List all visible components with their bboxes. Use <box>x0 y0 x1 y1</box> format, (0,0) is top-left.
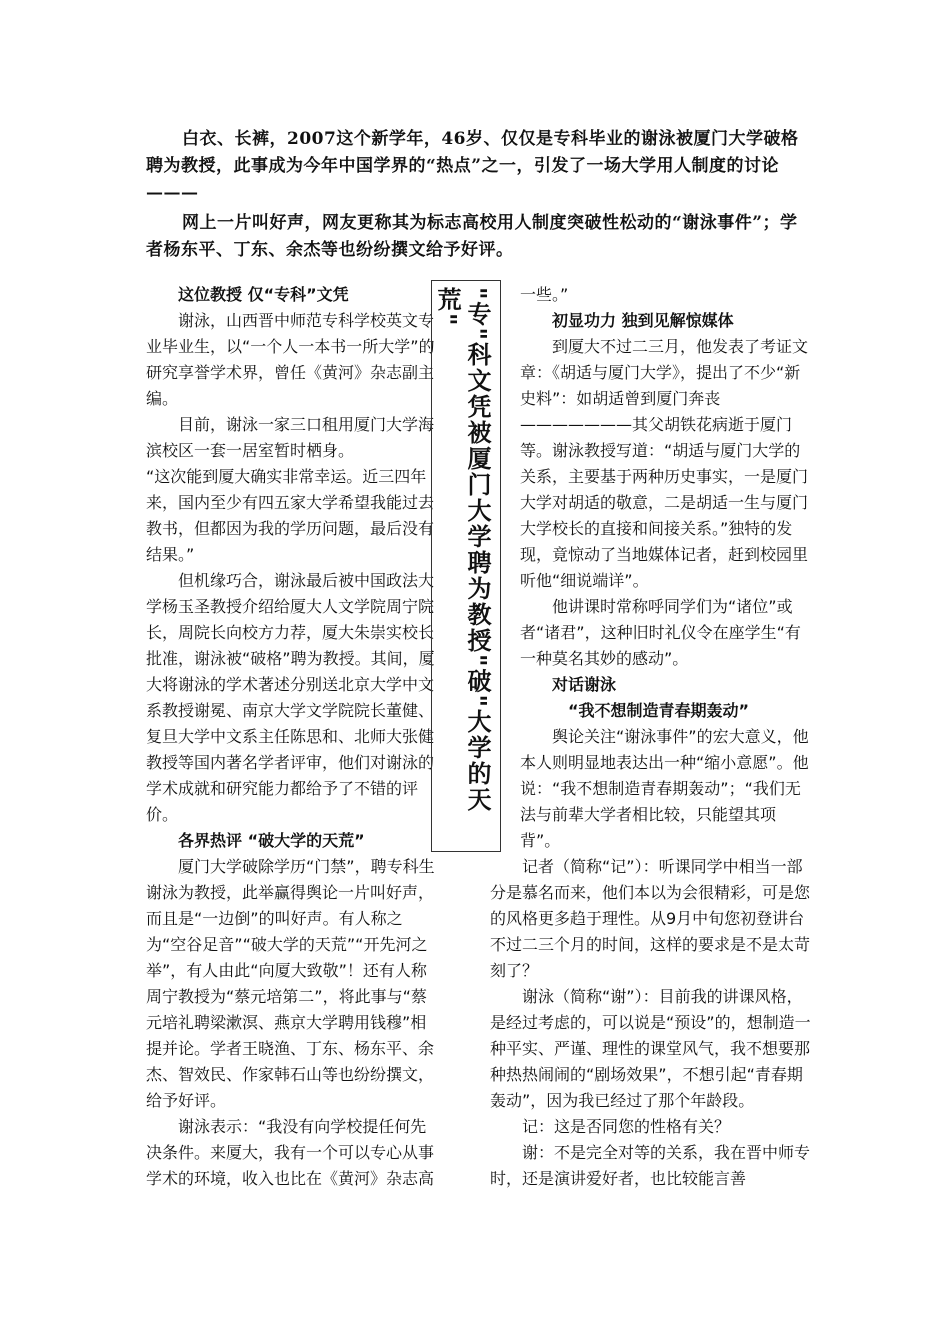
interview-question-2: 记：这是否同您的性格有关？ <box>522 1117 731 1136</box>
interview-question-1: 记者（简称“记”）：听课同学中相当一部分是慕名而来，他们本以为会很精彩，可是您的风格更多趋于理性。从9月中旬您初登讲台不过二三个月的时间，这样的要求是不是太苛刻了？ <box>490 857 811 980</box>
sidebar-title: "专"科文凭被厦门大学聘为教授"破"大学的天荒" <box>433 287 492 814</box>
right-heading-2: 对话谢泳 <box>552 675 617 694</box>
right-paragraph-2: 他讲课时常称呼同学们为“诸位”或者“诸君”，这种旧时礼仪令在座学生“有一种莫名其妙的感动”。 <box>520 597 801 668</box>
intro-section <box>146 126 814 264</box>
left-heading-2: 各界热评 “破大学的天荒” <box>178 831 365 850</box>
interview-dialog <box>490 854 814 1192</box>
right-paragraph-0: 一些。” <box>520 285 569 304</box>
right-column <box>490 282 814 1192</box>
right-heading-3: “我不想制造青春期轰动” <box>568 701 750 720</box>
left-paragraph-3: “这次能到厦大确实非常幸运。近三四年来，国内至少有四五家大学希望我能过去教书，但都因为我的学历问题，最后没有结果。” <box>146 467 435 564</box>
right-paragraph-1: 到厦大不过二三月，他发表了考证文章：《胡适与厦门大学》，提出了不少“新史料”：如胡适曾到厦门奔丧———————其父胡铁花病逝于厦门等。谢泳教授写道：“胡适与厦门大学的关系，主要基于两种历史事实，一是厦门大学对胡适的敬意，二是胡适一生与厦门大学校长的直接和间接关系。”独特的发现，竟惊动了当地媒体记者，赶到校园里听他“细说端详”。 <box>520 337 809 590</box>
left-paragraph-2: 目前，谢泳一家三口租用厦门大学海滨校区一套一居室暂时栖身。 <box>146 415 435 460</box>
left-paragraph-6: 谢泳表示：“我没有向学校提任何先决条件。来厦大，我有一个可以专心从事学术的环境，收入也比在《黄河》杂志高 <box>146 1117 435 1188</box>
interview-answer-1: 谢泳（简称“谢”）：目前我的讲课风格，是经过考虑的，可以说是“预设”的，想制造一种平实、严谨、理性的课堂风气，我不想要那种热热闹闹的“剧场效果”，不想引起“青春期轰动”，因为我已经过了那个年龄段。 <box>490 987 811 1110</box>
interview-answer-2: 谢：不是完全对等的关系，我在晋中师专时，还是演讲爱好者，也比较能言善 <box>490 1143 811 1188</box>
intro-paragraph-1: 白衣、长裤，2007这个新学年，46岁、仅仅是专科毕业的谢泳被厦门大学破格聘为教授，此事成为今年中国学界的“热点”之一，引发了一场大学用人制度的讨论——— <box>146 129 799 203</box>
left-paragraph-4: 但机缘巧合，谢泳最后被中国政法大学杨玉圣教授介绍给厦大人文学院周宁院长，周院长向校方力荐，厦大朱崇实校长批准，谢泳被“破格”聘为教授。其间，厦大将谢泳的学术著述分别送北京大学中文系教授谢冕、南京大学文学院院长董健、复旦大学中文系主任陈思和、北师大张健教授等国内著名学者评审，他们对谢泳的学术成就和研究能力都给予了不错的评价。 <box>146 571 435 824</box>
sidebar-title-box <box>431 280 501 852</box>
left-paragraph-5: 厦门大学破除学历“门禁”，聘专科生谢泳为教授，此举赢得舆论一片叫好声，而且是“一边倒”的叫好声。有人称之为“空谷足音”“破大学的天荒”“开先河之举”，有人由此“向厦大致敬”！还有人称周宁教授为“蔡元培第二”，将此事与“蔡元培礼聘梁漱溟、燕京大学聘用钱穆”相提并论。学者王晓渔、丁东、杨东平、余杰、智效民、作家韩石山等也纷纷撰文，给予好评。 <box>146 857 435 1110</box>
right-paragraph-3: 舆论关注“谢泳事件”的宏大意义，他本人则明显地表达出一种“缩小意愿”。他说：“我不想制造青春期轰动”；“我们无法与前辈大学者相比较，只能望其项背”。 <box>520 727 809 850</box>
intro-paragraph-2: 网上一片叫好声，网友更称其为标志高校用人制度突破性松动的“谢泳事件”；学者杨东平、丁东、余杰等也纷纷撰文给予好评。 <box>146 213 798 260</box>
left-paragraph-1: 谢泳，山西晋中师范专科学校英文专业毕业生，以“一个人一本书一所大学”的研究享誉学术界，曾任《黄河》杂志副主编。 <box>146 311 435 408</box>
right-heading-1: 初显功力 独到见解惊媒体 <box>552 311 734 330</box>
left-heading-1: 这位教授 仅“专科”文凭 <box>178 285 349 304</box>
left-column <box>146 282 436 1192</box>
